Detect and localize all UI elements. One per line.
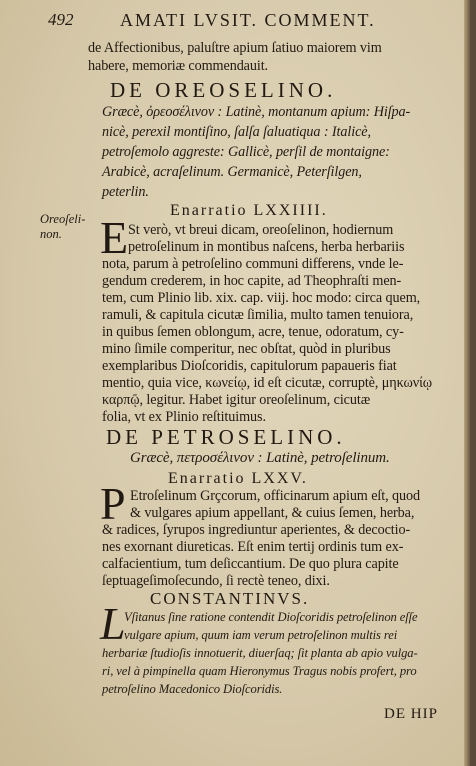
drop-cap: E	[100, 212, 129, 263]
text-line: ri, vel à pimpinella quam Hieronymus Tragus nobis profert, pro	[102, 664, 417, 678]
text-line: exemplaribus Dioſcoridis, capitulorum papaueris fiat	[102, 358, 397, 374]
text-line: Etroſelinum Grçcorum, officinarum apium eſt, quod	[130, 488, 420, 504]
text-line: vulgare apium, quum iam verum petroſelinon multis rei	[124, 628, 398, 642]
text-line: petroſelino Macedonico Dioſcoridis.	[102, 682, 283, 696]
text-line: nes exornant diureticas. Eſt enim tertij ordinis tum ex-	[102, 539, 404, 555]
text-line: habere, memoriæ commendauit.	[88, 58, 269, 74]
page-number: 492	[48, 10, 74, 29]
text-line: & radices, ſyrupos ingrediuntur aperientes, & decoctio-	[102, 522, 411, 538]
text-line: ſeptuageſimoſecundo, ſi rectè teneo, dixi.	[102, 573, 330, 589]
page-edge	[464, 0, 470, 766]
section-heading: DE OREOSELINO.	[110, 78, 337, 102]
text-line: calfacientium, tum deſiccantium. De quo plura capite	[102, 556, 399, 572]
margin-note: Oreoſeli- non.	[40, 212, 86, 241]
names-line: Arabicè, acraſelinum. Germanicè, Peterſilgen,	[102, 164, 362, 180]
text-line: St verò, vt breui dicam, oreoſelinon, hodiernum	[128, 222, 394, 238]
text-line: in quibus ſemen oblongum, acre, tenue, odoratum, cy-	[102, 324, 404, 340]
text-line: & vulgares apium appellant, & cuius ſemen, herba,	[130, 505, 415, 521]
text-line: de Affectionibus, paluſtre apium ſatiuo maiorem vim	[88, 40, 382, 56]
text-line: herbariæ ſtudioſis innotuerit, diuerſaq; ſit planta ab apio vulga-	[102, 646, 418, 660]
catchword: DE HIP	[384, 706, 438, 722]
section-heading: CONSTANTINVS.	[150, 589, 310, 608]
text-line: tem, cum Plinio lib. xix. cap. viij. hoc modo: circa quem,	[102, 290, 421, 306]
section-heading: DE PETROSELINO.	[106, 425, 346, 449]
drop-cap: P	[100, 478, 126, 529]
text-line: Vſitanus ſine ratione contendit Dioſcoridis petroſelinon eſſe	[124, 610, 418, 624]
names-line: nicè, perexil montiſino, ſalſa ſaluatiqua : Italicè,	[102, 124, 371, 140]
text-line: ramuli, & capitula cicutæ ſimilia, multo tamen tenuiora,	[102, 307, 414, 323]
text-line: mino ſimile comperitur, nec obſtat, quòd in pluribus	[102, 341, 391, 357]
names-line: peterlin.	[102, 184, 149, 200]
text-line: petroſelinum in montibus naſcens, herba herbariis	[128, 239, 405, 255]
text-line: mentio, quia vice, κωνείῳ, id eſt cicutæ, corruptè, μηκωνίῳ	[102, 375, 433, 391]
text-line: folia, vt ex Plinio reſtituimus.	[102, 409, 266, 425]
names-line: Græcè, ὀρεοσέλινον : Latinè, montanum apium: Hiſpa-	[102, 104, 411, 120]
text-line: gendum crederem, in hoc capite, ad Theophraſti men-	[102, 273, 402, 289]
running-title: AMATI LVSIT. COMMENT.	[120, 10, 376, 30]
names-line: petroſemolo aggreste: Gallicè, perſil de montaigne:	[102, 144, 390, 160]
enarratio-heading: Enarratio LXXIIII.	[170, 202, 328, 219]
text-line: nota, parum à petroſelino communi differens, vnde le-	[102, 256, 404, 272]
text-line: καρπῷ, legitur. Habet igitur oreoſelinum, cicutæ	[102, 392, 371, 408]
enarratio-heading: Enarratio LXXV.	[168, 470, 308, 487]
drop-cap: L	[100, 598, 126, 649]
names-line: Græcè, πετροσέλινον : Latinè, petroſelinum.	[130, 450, 390, 466]
